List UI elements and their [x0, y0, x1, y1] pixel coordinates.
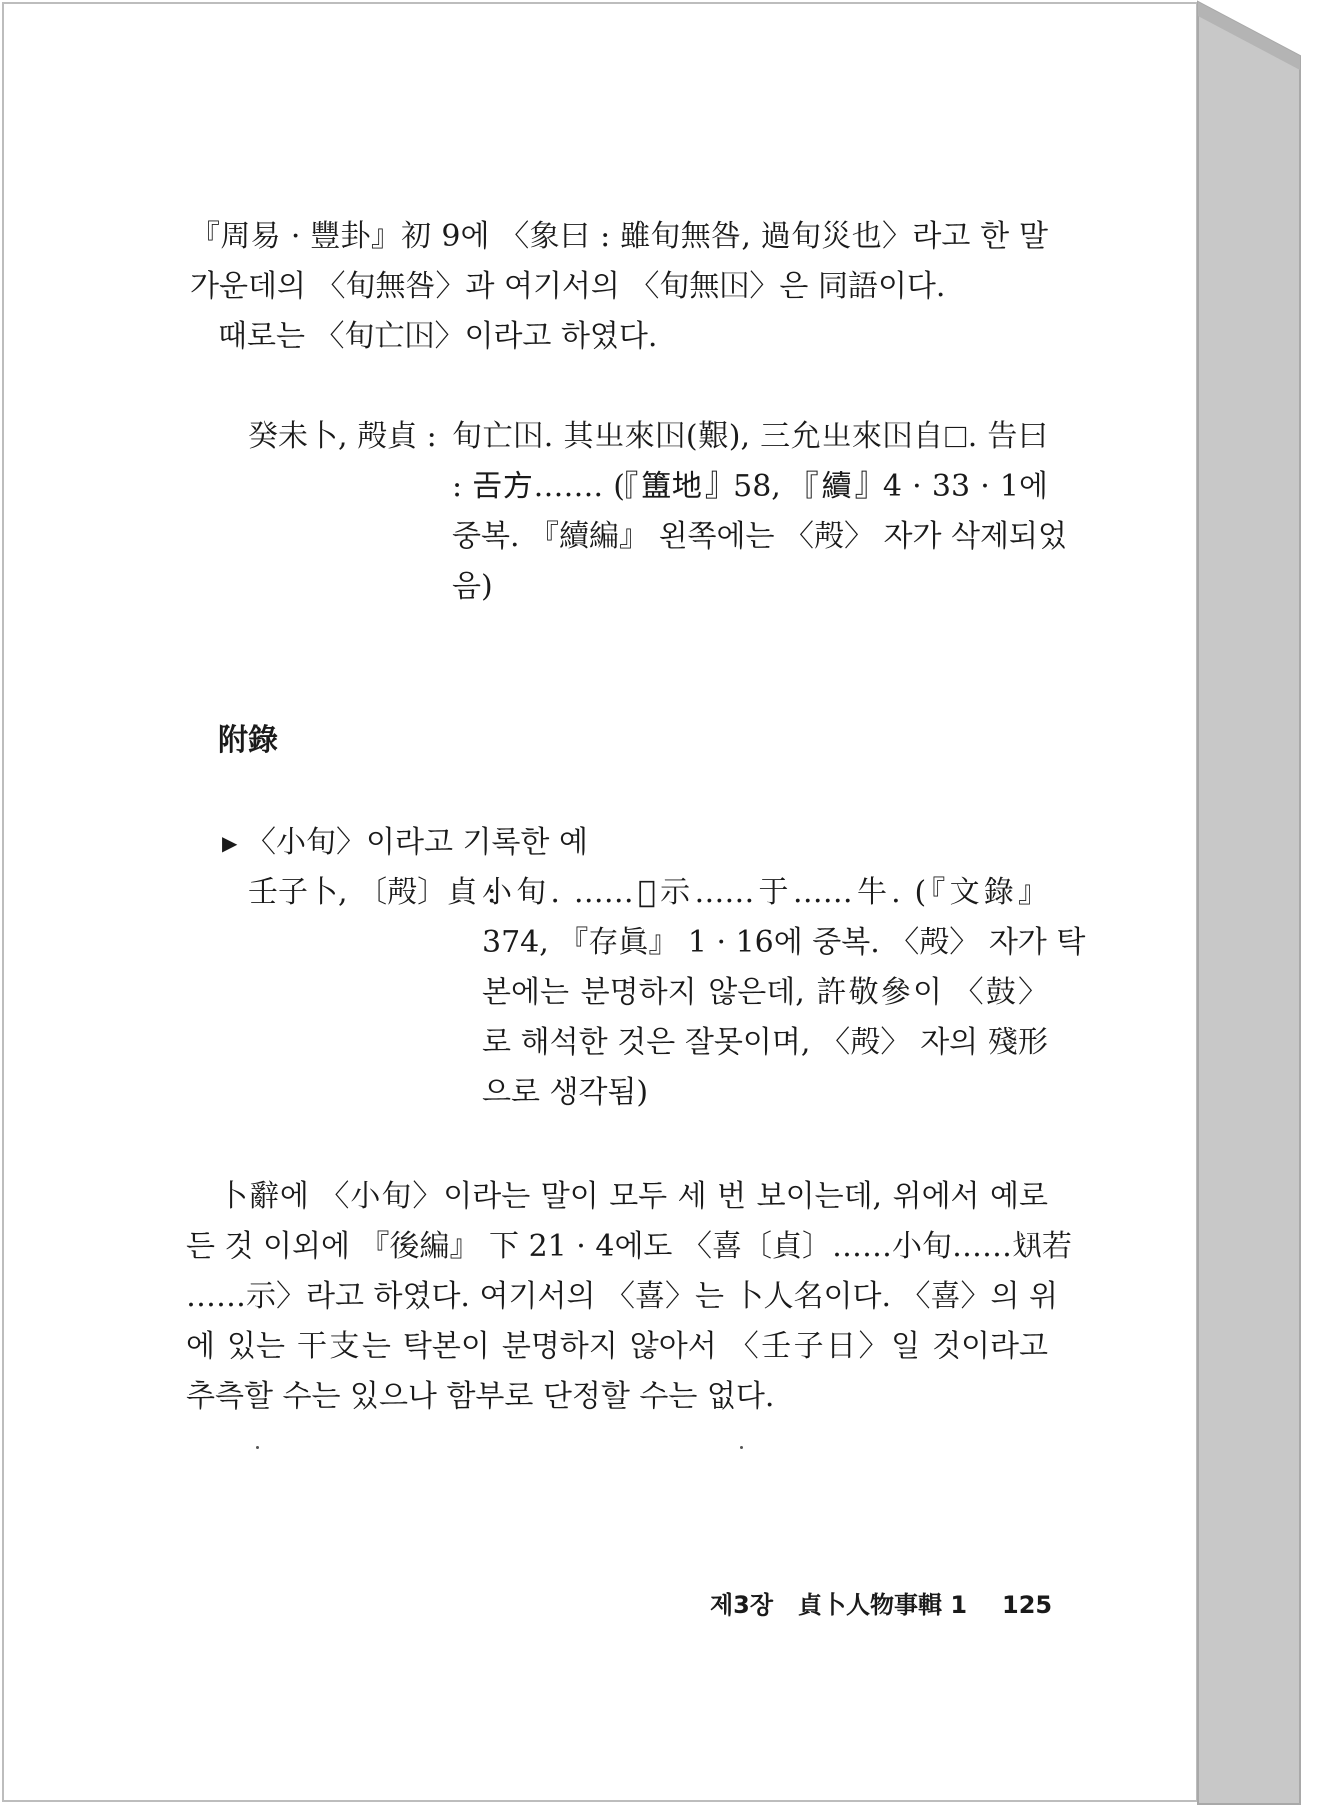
example-2-title: 〈小旬〉이라고 기록한 예	[246, 825, 588, 860]
example-2-line-1: 小旬. ……𡧊示……于……牛. (『文錄』	[482, 875, 1048, 910]
paragraph-2-line-1: 卜辭에 〈小旬〉이라는 말이 모두 세 번 보이는데, 위에서 예로	[218, 1179, 1048, 1214]
paragraph-2-line-5: 추측할 수는 있으나 함부로 단정할 수는 없다.	[186, 1379, 775, 1414]
paragraph-1-line-3: 때로는 〈旬亡𡆥〉이라고 하였다.	[218, 319, 658, 354]
paragraph-1-line-2: 가운데의 〈旬無咎〉과 여기서의 〈旬無𡆥〉은 同語이다.	[190, 269, 946, 304]
speck	[256, 1446, 259, 1449]
footer-chapter: 제3장	[710, 1591, 774, 1619]
example-1-line-4: 음)	[452, 569, 493, 604]
example-1-line-1: 旬亡𡆥. 其㞢來𡆥(艱), 三允㞢來𡆥自☐. 告曰	[452, 419, 1048, 454]
example-2-line-2: 374, 『存眞』 1 · 16에 중복. 〈殸〉 자가 탁	[482, 925, 1086, 960]
paragraph-2-line-4: 에 있는 干支는 탁본이 분명하지 않아서 〈壬子日〉일 것이라고	[186, 1329, 1048, 1364]
example-2-head: 壬子卜, 〔殸〕貞 :	[248, 875, 497, 910]
example-1-line-2: : 𢀛方……. (『簠地』58, 『續』4 · 33 · 1에	[452, 469, 1048, 504]
example-2-line-3: 본에는 분명하지 않은데, 許敬參이 〈鼓〉	[482, 975, 1048, 1010]
example-1-head: 癸未卜, 殸貞 :	[248, 419, 437, 454]
paragraph-2-line-2: 든 것 이외에 『後編』 下 21 · 4에도 〈喜〔貞〕……小旬……𢦚若	[186, 1229, 1072, 1264]
example-2-line-5: 으로 생각됨)	[482, 1075, 649, 1110]
page-number: 125	[1002, 1591, 1053, 1619]
example-2-line-4: 로 해석한 것은 잘못이며, 〈殸〉 자의 殘形	[482, 1025, 1048, 1060]
bullet-icon: ▶	[222, 831, 238, 855]
paragraph-1-line-1: 『周易 · 豐卦』初 9에 〈象曰 : 雖旬無咎, 過旬災也〉라고 한 말	[190, 219, 1048, 254]
footer-title: 貞卜人物事輯 1	[798, 1591, 968, 1619]
appendix-heading: 附錄	[218, 723, 278, 758]
paragraph-2-line-3: ……示〉라고 하였다. 여기서의 〈喜〉는 卜人名이다. 〈喜〉의 위	[186, 1279, 1059, 1314]
example-1-line-3: 중복. 『續編』 왼쪽에는 〈殸〉 자가 삭제되었	[452, 519, 1067, 554]
speck	[740, 1446, 743, 1449]
